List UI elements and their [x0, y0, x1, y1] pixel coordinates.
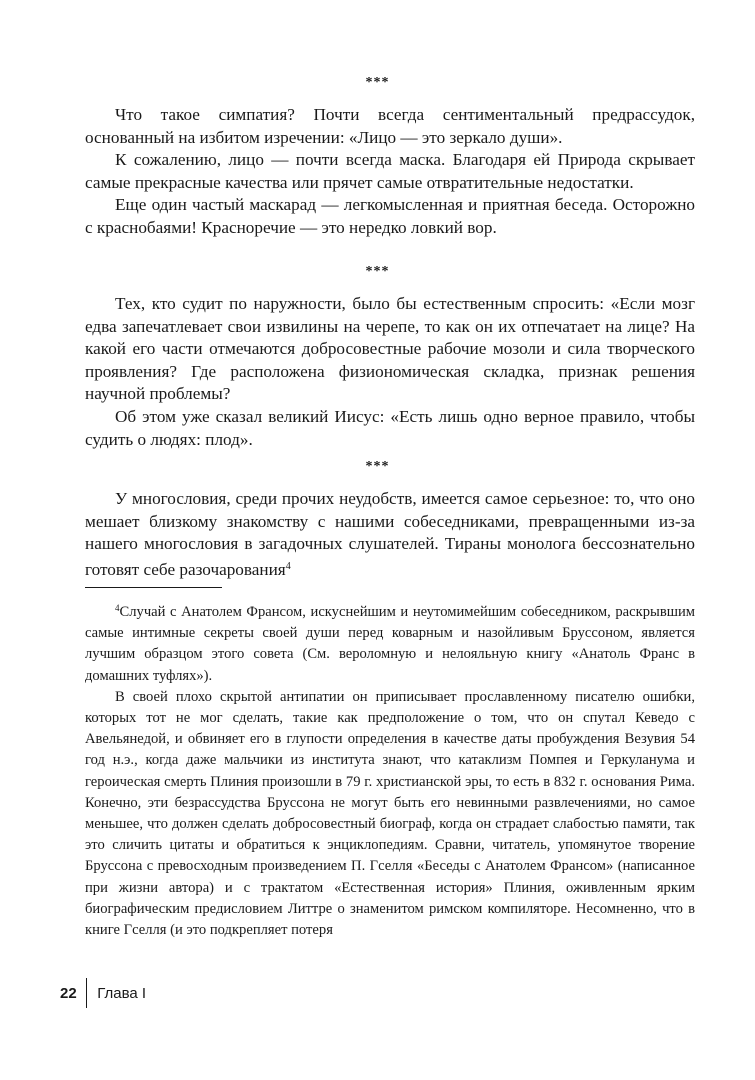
section-1 [85, 104, 695, 240]
page-number: 22 [60, 984, 77, 1002]
footnote-reference[interactable]: 4 [285, 560, 291, 572]
footnote-divider [85, 587, 222, 588]
paragraph: Еще один частый маскарад — легкомысленная и приятная беседа. Осторожно с краснобаями! Красноречие — это нередко ловкий вор. [85, 195, 695, 237]
section-3 [85, 488, 695, 581]
footnote-paragraph [85, 598, 695, 687]
footnote [85, 598, 695, 941]
paragraph: К сожалению, лицо — почти всегда маска. Благодаря ей Природа скрывает самые прекрасные качества или прячет самые отвратительные недостатки. [85, 150, 695, 192]
section-separator: *** [365, 75, 390, 90]
section-separator: *** [365, 459, 390, 474]
paragraph-text: У многословия, среди прочих неудобств, имеется самое серьезное: то, что оно мешает близкому знакомству с нашими собеседниками, превращенными из-за нашего многословия в загадочных слушателей. Тираны монолога бессознательно готовят себе разочарования [85, 489, 695, 579]
paragraph [85, 488, 695, 581]
footnote-marker: 4 [115, 603, 120, 613]
page-footer [60, 978, 146, 1008]
paragraph: Об этом уже сказал великий Иисус: «Есть лишь одно верное правило, чтобы судить о людях: плод». [85, 406, 695, 449]
paragraph: Что такое симпатия? Почти всегда сентиментальный предрассудок, основанный на избитом изречении: «Лицо — это зеркало души». [85, 105, 695, 147]
paragraph: Тех, кто судит по наружности, было бы естественным спросить: «Если мозг едва запечатлевает свои извилины на черепе, то как он их отпечатает на лице? На какой его части отмечаются добросовестные рабочие мозоли и сила творческого проявления? Где расположена физиономическая складка, признак решения научной проблемы? [85, 294, 695, 404]
section-separator: *** [365, 264, 390, 279]
section-2 [85, 293, 695, 451]
footnote-paragraph: В своей плохо скрытой антипатии он приписывает прославленному писателю ошибки, которых тот не мог сделать, такие как предположение о том, что он спутал Кеведо с Авельянедой, и обвиняет его в глупости определения в качестве даты пробуждения Везувия 54 год н.э., когда даже мальчики из института знают, что катаклизм Помпея и Геркуланума и героическая смерть Плиния произошли в 79 г. христианской эры, то есть в 832 г. основания Рима. Конечно, эти безрассудства Бруссона не могут быть его невинными развлечениями, но самое меньшее, что должен сделать добросовестный биограф, когда он страдает слабостью памяти, так это сличить цитаты и обратиться к энциклопедиям. Сравни, читатель, упомянутое творение Бруссона с превосходным произведением П. Гселля «Беседы с Анатолем Франсом» (написанное при жизни автора) и с трактатом «Естественная история» Плиния, оживленным ярким биографическим предисловием Литтре о знаменитом римском компиляторе. Несомненно, что в книге Гселля (и это подкрепляет потеря [85, 688, 695, 939]
running-head-chapter: Глава I [97, 984, 147, 1002]
footnote-text: Случай с Анатолем Франсом, искуснейшим и неутомимейшим собеседником, раскрывшим самые интимные секреты своей души перед коварным и назойливым Бруссоном, является лучшим образцом этого совета (См. вероломную и нелояльную книгу «Анатоль Франс в домашних туфлях»). [85, 604, 695, 684]
